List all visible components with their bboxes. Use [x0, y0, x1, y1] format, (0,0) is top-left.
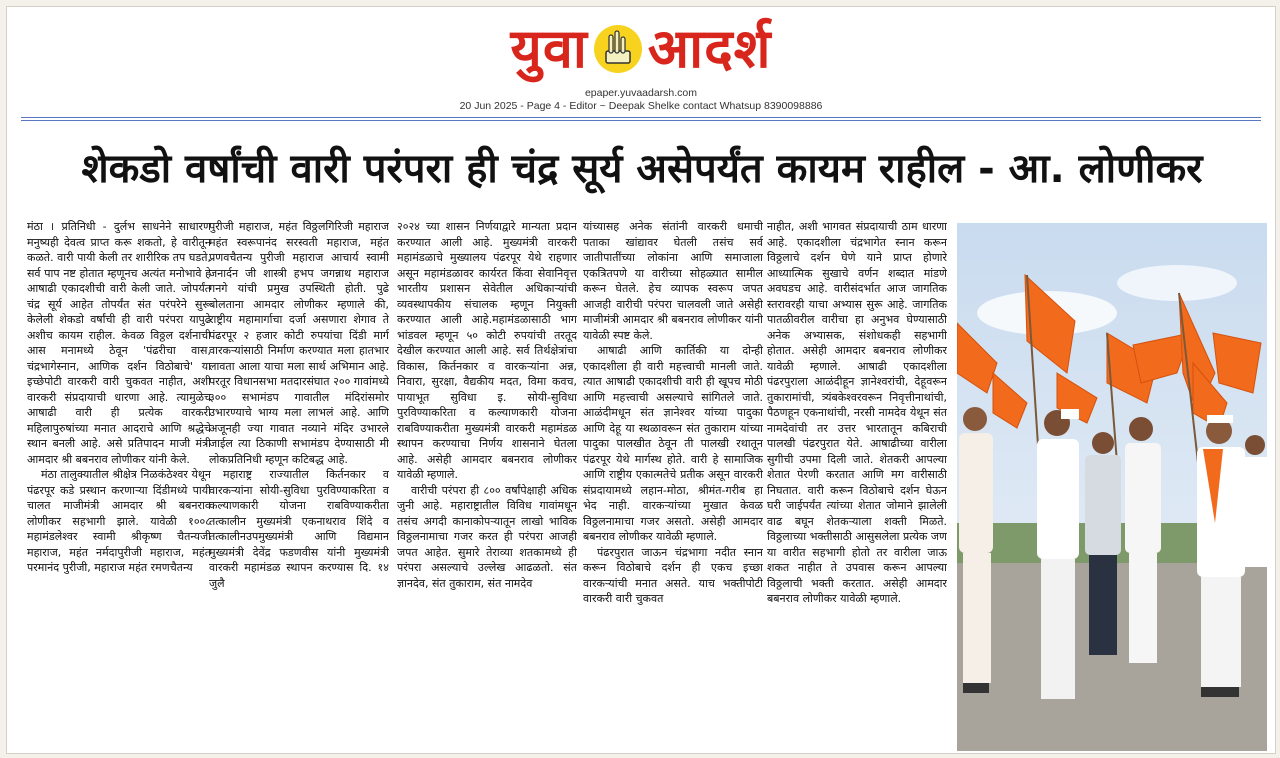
- paragraph: नाहीत, अशी भागवत संप्रदायाची ठाम धारणा आहे. एकादशीला चंद्रभागेत स्नान करून विठ्ठलाचे दर्शन घेणे याने प्राप्त होणारे आध्यात्मिक सुखाचे वर्णन शब्दात मांडणे अवघडच आहे. वारीसंदर्भात आज जागतिक स्तरावरही याचा अभ्यास सुरू आहे. जागतिक पातळीवरील वारीचा हा अनुभव घेण्यासाठी अनेक अभ्यासक, संशोधकही सहभागी होतात. असेही आमदार बबनराव लोणीकर यावेळी म्हणाले. आषाढी एकादशीला पंढरपुराला आळंदीहून ज्ञानेश्वरांची, देहूवरून तुकारामांची, त्र्यंबकेश्वरवरून निवृत्तीनाथांची, पैठणहून एकनाथांची, नरसी नामदेव येथून संत नामदेवांची तर उत्तर भारतातून कबिराची पालखी पंढरपुरात येते. आषाढीच्या वारीला सुगीची उपमा दिली जाते. शेतकरी आपल्या शेतात पेरणी करतात आणि मग वारीसाठी निघतात. वारी करून विठोबाचे दर्शन घेऊन घरी जाईपर्यंत त्यांच्या शेतात जोमाने झालेली वाढ बघून शेतकऱ्याला शक्ती मिळते. विठ्ठलाच्या भक्तीसाठी आसुसलेला प्रत्येक जण या वारीत सहभागी होतो तर वारीला जाऊ शकत नाहीत ते उपवास करून आपल्या विठ्ठलाची भक्ती करतात. असेही आमदार बबनराव लोणीकर यावेळी म्हणाले.: [767, 220, 947, 605]
- paragraph: यांच्यासह अनेक संतांनी वारकरी धमाची पताका खांद्यावर घेतली तसंच सर्व जातीपातींच्या लोकांना आणि समाजाला एकत्रितपणे या वारीच्या सोहळ्यात सामील करून घेतले. हेच व्यापक स्वरूप जपत आजही वारीची परंपरा चालवली जाते असेही माजीमंत्री आमदार श्री बबनराव लोणीकर यांनी यावेळी स्पष्ट केले.: [583, 220, 763, 342]
- paragraph: वारीची परंपरा ही ८०० वर्षांपेक्षाही अधिक जुनी आहे. महाराष्ट्रातील विविध गावांमधून तसंच अगदी कानाकोपऱ्यातून लाखो भाविक विठ्ठलनामाचा गजर करत ही परंपरा आजही जपत आहेत. सुमारे तेराव्या शतकामध्ये ही परंपरा असल्याचे उल्लेख आढळतो. संत ज्ञानदेव, संत तुकाराम, संत नामदेव: [397, 483, 577, 590]
- procession-illustration: [957, 223, 1267, 751]
- paragraph: मंठा तालुक्यातील श्रीक्षेत्र निळकंठेश्वर येथून पंढरपूर कडे प्रस्थान करणाऱ्या दिंडीमध्ये पायी चालत माजीमंत्री आमदार श्री बबनराव लोणीकर सहभागी झाले. यावेळी १००८ महामंडलेश्वर स्वामी श्रीकृष्ण चैतन्यजी महाराज, महंत नर्मदापुरीजी महाराज, महंत परमानंद पुरीजी, महाराज महंत रमणचैतन्य: [27, 468, 211, 574]
- divider: [21, 117, 1261, 118]
- article-column-2: [209, 219, 389, 751]
- divider: [21, 120, 1261, 121]
- paragraph: पंढरपुरात जाऊन चंद्रभागा नदीत स्नान करून विठोबाचे दर्शन ही एकच इच्छा वारकऱ्यांची मनात असते. याच भक्तीपोटी वारकरी वारी चुकवत: [583, 545, 763, 605]
- paragraph: पुरीजी महाराज, महंत विठ्ठलगिरिजी महाराज महंत स्वरूपानंद सरस्वती महाराज, महंत प्रणवचैतन्य पुरीजी महाराज आचार्य स्वामी जनार्दन जी शास्त्री हभप जगन्नाथ महाराज गनगे यांची प्रमुख उपस्थिती होती. पुढे बोलताना आमदार लोणीकर म्हणाले की, राष्ट्रीय महामार्गाचा दर्जा असणारा शेगाव ते पंढरपूर २ हजार कोटी रुपयांचा दिंडी मार्ग वारकऱ्यांसाठी निर्माण करण्यात मला हातभार लावता आला याचा मला सार्थ अभिमान आहे. परतूर विधानसभा मतदारसंघात २०० गावांमध्ये ३०० सभामंडप गावातील मंदिरांसमोर उभारण्याचे भाग्य मला लाभलं आहे. आणि अजूनही ज्या गावात नव्याने मंदिर उभारले जाईल त्या ठिकाणी सभामंडप देण्यासाठी मी लोकप्रतिनिधी म्हणून कटिबद्ध आहे.: [209, 220, 389, 466]
- article-column-4: [583, 219, 763, 751]
- paragraph: आषाढी आणि कार्तिकी या दोन्ही एकादशीला ही वारी महत्त्वाची मानली जाते. त्यात आषाढी एकादशीची वारी ही खूपच मोठी आणि महत्त्वाची असल्याचे सांगितले जाते. आळंदीमधून संत ज्ञानेश्वर यांच्या पादुका आणि देहू या स्थळावरून संत तुकाराम यांच्या पादुका पालखीत ठेवून ती पालखी रथातून पंढरपूर येथे मार्गस्थ होते. वारी हे सामाजिक आणि राष्ट्रीय एकात्मतेचे प्रतीक असून वारकरी संप्रदायामध्ये लहान-मोठा, श्रीमंत-गरीब हा भेद नाही. वारकऱ्यांच्या मुखात केवळ विठ्ठलनामाचा गजर असतो. असेही आमदार बबनराव लोणीकर यावेळी म्हणाले.: [583, 344, 763, 543]
- logo[interactable]: [511, 13, 772, 85]
- logo-text-left: युवा: [510, 17, 588, 80]
- article-column-3: [397, 219, 577, 751]
- paragraph: महाराष्ट्र राज्यातील किर्तनकार व वारकऱ्यांना सोयी-सुविधा पुरविण्याकरिता व कल्याणकारी योजना राबविण्याकरीता तत्कालीन मुख्यमंत्री एकनाथराव शिंदे व तत्कालीनउपमुख्यमंत्री आणि विद्यमान मुख्यमंत्री देवेंद्र फडणवीस यांनी मुख्यमंत्री वारकरी महामंडळ स्थापन करण्यास दि. १४ जुलै: [209, 468, 389, 590]
- edition-info: 20 Jun 2025 - Page 4 - Editor ~ Deepak Shelke contact Whatsup 8390098886: [459, 100, 823, 112]
- news-photo: [957, 223, 1267, 751]
- article-headline: शेकडो वर्षांची वारी परंपरा ही चंद्र सूर्य असेपर्यंत कायम राहील - आ. लोणीकर: [81, 146, 1203, 192]
- newspaper-page: [6, 6, 1276, 754]
- paragraph: २०२४ च्या शासन निर्णयाद्वारे मान्यता प्रदान करण्यात आली आहे. मुख्यमंत्री वारकरी महामंडळाचे मुख्यालय पंढरपूर येथे राहणार असून महामंडळावर कार्यरत किंवा सेवानिवृत्त भारतीय प्रशासन सेवेतील अधिकाऱ्यांची व्यवस्थापकीय संचालक म्हणून नियुक्ती करण्यात आली आहे.महामंडळासाठी भाग भांडवल म्हणून ५० कोटी रुपयांची तरतूद देखील करण्यात आली आहे. सर्व तिर्थक्षेत्रांचा विकास, किर्तनकार व वारकऱ्यांना अन्न, निवारा, सुरक्षा, वैद्यकीय मदत, विमा कवच, पायाभूत सुविधा इ. सोयी-सुविधा पुरविण्याकरिता व कल्याणकारी योजना राबविण्याकरीता मुख्यमंत्री वारकरी महामंडळ स्थापन करण्याचा निर्णय शासनाने घेतला आहे. असेही आमदार बबनराव लोणीकर यावेळी म्हणाले.: [397, 220, 577, 481]
- logo-text-right: आदर्श: [647, 17, 772, 80]
- logo-hand-icon: [592, 23, 644, 75]
- article-column-5: [767, 219, 947, 751]
- paragraph: मंठा । प्रतिनिधी - दुर्लभ साधनेने साधारण मनुष्यही देवत्व प्राप्त करू शकतो, हे वारीतून कळते. वारी पायी केली तर शारीरिक तप घडते, सर्व पाप नष्ट होतात म्हणूनच अत्यंत मनोभावे हे आषाढी एकादशीची वारी केली जाते. जोपर्यंत चंद्र सूर्य आहेत तोपर्यंत संत परंपरेने सुरू केलेली शेकडो वर्षांची ही वारी परंपरा यापुढे अशीच कायम राहील. केवळ विठ्ठल दर्शनाची आस मनामध्ये ठेवून 'पंढरीचा वास, चंद्रभागेस्नान, आणिक दर्शन विठोबाचे' या इच्छेपोटी वारकरी वारी चुकवत नाहीत, अशी वारकरी संप्रदायाची धारणा आहे. त्यामुळेच आषाढी वारी ही प्रत्येक वारकरी महिलापुरुषांच्या मनात आदराचे आणि श्रद्धेचे स्थान बनली आहे. असे प्रतिपादन माजी मंत्री आमदार श्री बबनराव लोणीकर यांनी केले.: [27, 220, 211, 466]
- epaper-site[interactable]: epaper.yuvaadarsh.com: [584, 87, 698, 99]
- masthead: [7, 13, 1275, 85]
- article-column-1: [27, 219, 211, 751]
